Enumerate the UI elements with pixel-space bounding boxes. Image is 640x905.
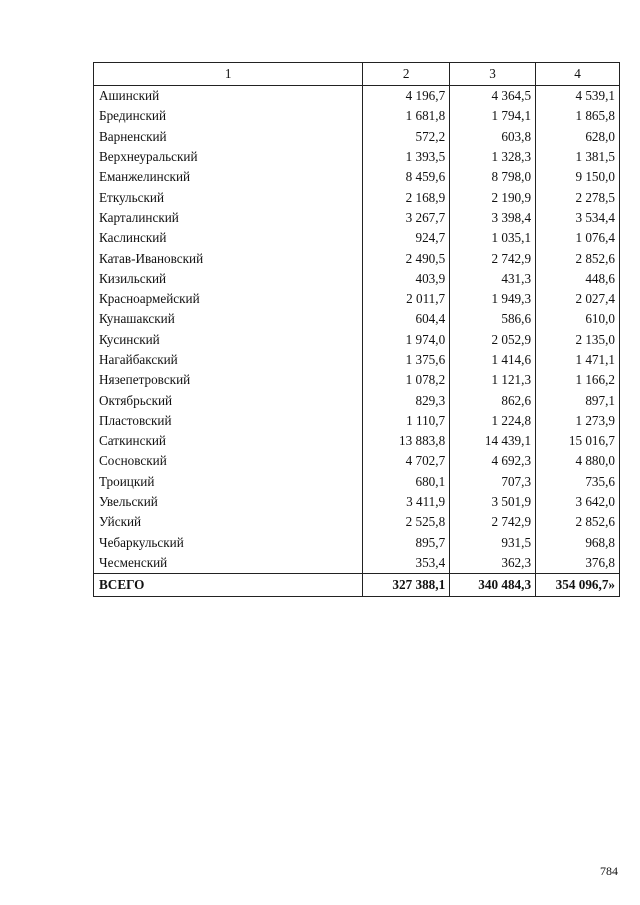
district-name-cell: Чесменский xyxy=(94,553,363,574)
district-name-cell: Чебаркульский xyxy=(94,533,363,553)
value-cell-col4: 897,1 xyxy=(536,390,620,410)
value-cell-col4: 448,6 xyxy=(536,269,620,289)
table-header xyxy=(94,63,620,86)
value-cell-col2: 572,2 xyxy=(363,127,450,147)
value-cell-col4: 1 076,4 xyxy=(536,228,620,248)
value-cell-col4: 1 273,9 xyxy=(536,411,620,431)
page-number: 784 xyxy=(600,864,618,878)
district-name-cell: Варненский xyxy=(94,127,363,147)
table-row xyxy=(94,533,620,553)
value-cell-col4: 2 852,6 xyxy=(536,248,620,268)
value-cell-col2: 1 681,8 xyxy=(363,106,450,126)
value-cell-col2: 353,4 xyxy=(363,553,450,574)
column-header-2: 2 xyxy=(363,63,450,86)
value-cell-col4: 376,8 xyxy=(536,553,620,574)
value-cell-col2: 2 525,8 xyxy=(363,512,450,532)
value-cell-col2: 403,9 xyxy=(363,269,450,289)
value-cell-col3: 1 949,3 xyxy=(450,289,536,309)
total-row xyxy=(94,574,620,597)
table-row xyxy=(94,411,620,431)
district-name-cell: Уйский xyxy=(94,512,363,532)
district-name-cell: Октябрьский xyxy=(94,390,363,410)
table-row xyxy=(94,451,620,471)
value-cell-col3: 1 414,6 xyxy=(450,350,536,370)
column-header-4: 4 xyxy=(536,63,620,86)
district-name-cell: Еткульский xyxy=(94,187,363,207)
value-cell-col3: 4 364,5 xyxy=(450,86,536,107)
budget-table xyxy=(93,62,620,597)
value-cell-col4: 3 534,4 xyxy=(536,208,620,228)
value-cell-col2: 924,7 xyxy=(363,228,450,248)
table-row xyxy=(94,472,620,492)
value-cell-col3: 362,3 xyxy=(450,553,536,574)
value-cell-col2: 604,4 xyxy=(363,309,450,329)
value-cell-col2: 4 196,7 xyxy=(363,86,450,107)
total-value-col3: 340 484,3 xyxy=(450,574,536,597)
district-name-cell: Кизильский xyxy=(94,269,363,289)
value-cell-col4: 3 642,0 xyxy=(536,492,620,512)
value-cell-col4: 1 166,2 xyxy=(536,370,620,390)
table-row xyxy=(94,187,620,207)
value-cell-col2: 13 883,8 xyxy=(363,431,450,451)
value-cell-col4: 2 852,6 xyxy=(536,512,620,532)
value-cell-col2: 3 411,9 xyxy=(363,492,450,512)
value-cell-col3: 1 121,3 xyxy=(450,370,536,390)
value-cell-col2: 1 078,2 xyxy=(363,370,450,390)
value-cell-col4: 1 865,8 xyxy=(536,106,620,126)
value-cell-col3: 3 398,4 xyxy=(450,208,536,228)
district-name-cell: Каслинский xyxy=(94,228,363,248)
table-row xyxy=(94,248,620,268)
district-name-cell: Саткинский xyxy=(94,431,363,451)
table-row xyxy=(94,147,620,167)
value-cell-col3: 3 501,9 xyxy=(450,492,536,512)
value-cell-col2: 2 168,9 xyxy=(363,187,450,207)
value-cell-col4: 4 880,0 xyxy=(536,451,620,471)
value-cell-col3: 1 328,3 xyxy=(450,147,536,167)
value-cell-col2: 3 267,7 xyxy=(363,208,450,228)
value-cell-col4: 15 016,7 xyxy=(536,431,620,451)
table-row xyxy=(94,492,620,512)
value-cell-col3: 8 798,0 xyxy=(450,167,536,187)
value-cell-col4: 2 278,5 xyxy=(536,187,620,207)
value-cell-col2: 2 490,5 xyxy=(363,248,450,268)
value-cell-col2: 895,7 xyxy=(363,533,450,553)
value-cell-col3: 2 742,9 xyxy=(450,248,536,268)
value-cell-col2: 829,3 xyxy=(363,390,450,410)
value-cell-col3: 2 052,9 xyxy=(450,330,536,350)
district-name-cell: Пластовский xyxy=(94,411,363,431)
value-cell-col4: 628,0 xyxy=(536,127,620,147)
district-name-cell: Красноармейский xyxy=(94,289,363,309)
value-cell-col4: 2 027,4 xyxy=(536,289,620,309)
value-cell-col4: 610,0 xyxy=(536,309,620,329)
district-name-cell: Еманжелинский xyxy=(94,167,363,187)
value-cell-col3: 707,3 xyxy=(450,472,536,492)
table-row xyxy=(94,228,620,248)
value-cell-col2: 8 459,6 xyxy=(363,167,450,187)
table-row xyxy=(94,269,620,289)
table-row xyxy=(94,390,620,410)
table-row xyxy=(94,127,620,147)
table-row xyxy=(94,208,620,228)
table-body xyxy=(94,86,620,574)
district-name-cell: Кусинский xyxy=(94,330,363,350)
value-cell-col2: 1 974,0 xyxy=(363,330,450,350)
column-header-1: 1 xyxy=(94,63,363,86)
district-name-cell: Ашинский xyxy=(94,86,363,107)
table-row xyxy=(94,289,620,309)
column-header-3: 3 xyxy=(450,63,536,86)
value-cell-col3: 431,3 xyxy=(450,269,536,289)
district-name-cell: Брединский xyxy=(94,106,363,126)
value-cell-col3: 2 190,9 xyxy=(450,187,536,207)
district-name-cell: Нязепетровский xyxy=(94,370,363,390)
value-cell-col3: 603,8 xyxy=(450,127,536,147)
table-row xyxy=(94,167,620,187)
value-cell-col3: 1 035,1 xyxy=(450,228,536,248)
table-row xyxy=(94,106,620,126)
table-row xyxy=(94,350,620,370)
header-row xyxy=(94,63,620,86)
value-cell-col4: 735,6 xyxy=(536,472,620,492)
table-row xyxy=(94,370,620,390)
table-row xyxy=(94,86,620,107)
value-cell-col4: 2 135,0 xyxy=(536,330,620,350)
value-cell-col3: 1 224,8 xyxy=(450,411,536,431)
district-name-cell: Карталинский xyxy=(94,208,363,228)
table-row xyxy=(94,330,620,350)
value-cell-col3: 2 742,9 xyxy=(450,512,536,532)
district-name-cell: Нагайбакский xyxy=(94,350,363,370)
table-row xyxy=(94,553,620,574)
district-name-cell: Троицкий xyxy=(94,472,363,492)
district-name-cell: Сосновский xyxy=(94,451,363,471)
value-cell-col2: 1 375,6 xyxy=(363,350,450,370)
table-row xyxy=(94,431,620,451)
value-cell-col2: 2 011,7 xyxy=(363,289,450,309)
value-cell-col3: 14 439,1 xyxy=(450,431,536,451)
value-cell-col4: 1 471,1 xyxy=(536,350,620,370)
table-footer xyxy=(94,574,620,597)
value-cell-col3: 862,6 xyxy=(450,390,536,410)
value-cell-col3: 586,6 xyxy=(450,309,536,329)
table-row xyxy=(94,309,620,329)
table-row xyxy=(94,512,620,532)
district-name-cell: Катав-Ивановский xyxy=(94,248,363,268)
total-label: ВСЕГО xyxy=(94,574,363,597)
total-value-col4: 354 096,7» xyxy=(536,574,620,597)
district-name-cell: Увельский xyxy=(94,492,363,512)
value-cell-col4: 1 381,5 xyxy=(536,147,620,167)
total-value-col2: 327 388,1 xyxy=(363,574,450,597)
district-name-cell: Кунашакский xyxy=(94,309,363,329)
value-cell-col3: 1 794,1 xyxy=(450,106,536,126)
value-cell-col2: 4 702,7 xyxy=(363,451,450,471)
value-cell-col3: 4 692,3 xyxy=(450,451,536,471)
value-cell-col4: 4 539,1 xyxy=(536,86,620,107)
value-cell-col3: 931,5 xyxy=(450,533,536,553)
value-cell-col4: 968,8 xyxy=(536,533,620,553)
value-cell-col2: 1 110,7 xyxy=(363,411,450,431)
value-cell-col2: 1 393,5 xyxy=(363,147,450,167)
value-cell-col4: 9 150,0 xyxy=(536,167,620,187)
district-name-cell: Верхнеуральский xyxy=(94,147,363,167)
value-cell-col2: 680,1 xyxy=(363,472,450,492)
